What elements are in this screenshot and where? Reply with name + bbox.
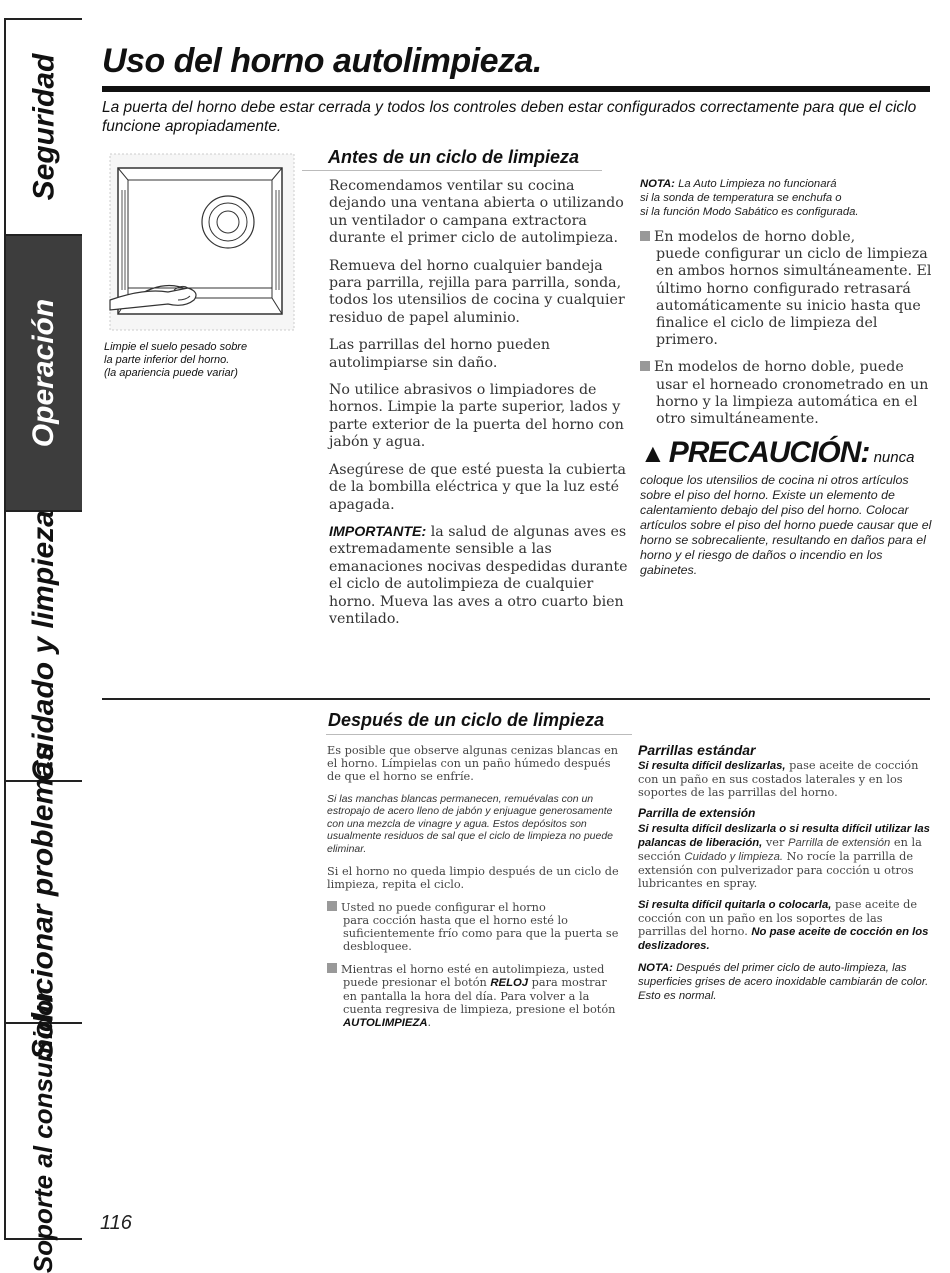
important-text: la salud de algunas aves es extremadamente sensible a las emanaciones nocivas despedidas durante el ciclo de autolimpieza de cualquier horno. Mueva las aves a otro cuarto bien ventilado.: [329, 523, 628, 627]
section-divider: [302, 170, 602, 171]
cross-reference: Parrilla de extensión: [787, 837, 891, 849]
intro-text: La puerta del horno debe estar cerrada y todos los controles deben estar configurados correctamente para que el ciclo funcione apropiadamente.: [102, 99, 917, 135]
bullet-text: para cocción hasta que el horno esté lo suficientemente frío como para que la puerta se desbloquee.: [343, 914, 619, 954]
bullet-text: .: [427, 1016, 432, 1030]
paragraph-text: pase aceite de cocción con un paño en los soportes de las parrillas del horno.: [638, 898, 918, 938]
nota-text: si la sonda de temperatura se enchufa o: [640, 192, 842, 204]
bullet-text: puede presionar el botón: [343, 976, 491, 990]
nota-text: Después del primer ciclo de auto-limpieza, las superficies grises de acero inoxidable cambiarán de color. Esto es normal.: [638, 962, 929, 1002]
extension-rack-heading: Parrilla de extensión: [638, 806, 756, 820]
bullet-square-icon: [640, 231, 650, 241]
nota-label: NOTA:: [640, 178, 675, 190]
bullet-text: En modelos de horno doble,: [654, 229, 856, 245]
after-cleaning-text: [327, 744, 623, 1040]
important-label: IMPORTANTE:: [329, 523, 427, 540]
paragraph: Si el horno no queda limpio después de un ciclo de limpieza, repita el ciclo.: [327, 865, 619, 892]
caption-line: la parte inferior del horno.: [104, 354, 230, 366]
right-column: [640, 177, 932, 578]
bullet-item: [327, 901, 623, 953]
tab-operacion[interactable]: [6, 236, 82, 512]
paragraph: No utilice abrasivos o limpiadores de hornos. Limpie la parte superior, lados y parte exterior de la puerta del horno con jabón y agua.: [329, 382, 624, 451]
tab-soporte-al-consumidor[interactable]: [6, 989, 82, 1273]
caution-nunca: nunca: [869, 449, 915, 467]
before-cleaning-heading: Antes de un ciclo de limpieza: [328, 147, 580, 167]
nota-block: [640, 177, 932, 219]
tab-solucionar-problemas[interactable]: [6, 744, 82, 1060]
tab-label: Seguridad: [27, 53, 61, 201]
tab-label: Cuidado y limpieza: [27, 510, 60, 782]
bold-lead: Si resulta difícil quitarla o colocarla,: [638, 899, 832, 911]
page-title: Uso del horno autolimpieza.: [102, 42, 542, 80]
paragraph-text: pase aceite de cocción con un paño en sus costados laterales y en los soportes de las parrillas del horno.: [638, 759, 919, 799]
bullet-square-icon: [640, 361, 650, 371]
bullet-text: Mientras el horno esté en autolimpieza, usted: [341, 963, 605, 977]
tab-seguridad[interactable]: [6, 20, 82, 236]
tab-label: Solucionar problemas: [27, 744, 61, 1060]
paragraph: [638, 822, 930, 890]
caption-line: (la apariencia puede variar): [104, 367, 238, 379]
paragraph: [638, 898, 930, 953]
caption-line: Limpie el suelo pesado sobre: [104, 341, 248, 353]
bullet-item: [327, 963, 623, 1030]
bullet-square-icon: [327, 963, 337, 973]
tab-label: Operación: [27, 298, 60, 448]
nota-text: si la función Modo Sabático es configurada.: [640, 206, 859, 218]
bullet-text: puede configurar un ciclo de limpieza en ambos hornos simultáneamente. El último horno configurado retrasará automáticamente su inicio hasta que finalice el ciclo de limpieza del primero.: [656, 246, 932, 349]
nota-text: La Auto Limpieza no funcionará: [674, 178, 837, 190]
important-paragraph: [329, 524, 629, 628]
rack-care-text: [638, 744, 930, 1011]
bullet-text: [327, 976, 623, 1030]
bullet-item: [640, 359, 932, 428]
oven-illustration: [104, 150, 300, 340]
bold-warning: No pase aceite de cocción en los deslizadores.: [638, 926, 929, 952]
bold-lead: Si resulta difícil deslizarlas,: [638, 760, 786, 772]
paragraph: Las parrillas del horno pueden autolimpiarse sin daño.: [329, 337, 551, 371]
paragraph: Asegúrese de que esté puesta la cubierta de la bombilla eléctrica y que la luz esté apagada.: [329, 461, 627, 513]
paragraph-text: ver: [762, 836, 788, 849]
warning-triangle-icon: ▲: [640, 438, 665, 469]
before-cleaning-text: [329, 178, 629, 638]
paragraph-text: No rocíe la parrilla de extensión con pulverizador para cocción u otros lubricantes en spray.: [638, 850, 914, 890]
section-divider: [326, 734, 632, 735]
paragraph-text: en la sección: [638, 836, 922, 863]
illustration-caption: [104, 341, 304, 380]
bullet-text: En modelos de horno doble, puede: [654, 359, 904, 376]
bullet-text: Usted no puede configurar el horno: [341, 901, 546, 915]
nota-label: NOTA:: [638, 962, 673, 974]
paragraph-italic: Si las manchas blancas permanecen, remuévalas con un estropajo de acero lleno de jabón y enjuague generosamente con una mezcla de vinagre y agua. Estos depósitos son usualmente residuos de sal que el ciclo de limpieza no puede eliminar.: [327, 793, 614, 855]
paragraph: Recomendamos ventilar su cocina dejando una ventana abierta o utilizando un ventilador o campana extractora durante el primer ciclo de autolimpieza.: [329, 178, 624, 247]
paragraph: Remueva del horno cualquier bandeja para parrilla, rejilla para parrilla, sonda, todos los utensilios de cocina y cualquier residuo de papel aluminio.: [329, 257, 625, 326]
caution-title: PRECAUCIÓN:: [668, 436, 870, 470]
nota-block: [638, 961, 930, 1003]
caution-text: coloque los utensilios de cocina ni otros artículos sobre el piso del horno. Existe un elemento de calentamiento debajo del piso del horno. Colocar artículos sobre el piso del horno puede causar que el horno se sobrecaliente, resultando en daños para el horno y el riesgo de daños o incendio en los gabinetes.: [640, 473, 932, 578]
bold-lead: Si resulta difícil deslizarla o si resulta difícil utilizar las palancas de liberación,: [638, 823, 930, 849]
tab-label: Soporte al consumidor: [28, 989, 59, 1273]
paragraph: Es posible que observe algunas cenizas blancas en el horno. Límpielas con un paño húmedo después de que el horno se enfríe.: [327, 744, 619, 783]
bullet-text: para mostrar en pantalla la hora del día. Para volver a la cuenta regresiva de limpieza, presione el botón: [343, 976, 616, 1017]
section-divider: [102, 698, 930, 700]
paragraph: [638, 759, 930, 799]
standard-racks-heading: Parrillas estándar: [638, 742, 756, 758]
bullet-text: usar el horneado cronometrado en un horno y la limpieza automática en el otro simultáneamente.: [656, 376, 929, 428]
tab-cuidado-y-limpieza[interactable]: [6, 512, 82, 782]
after-cleaning-heading: Después de un ciclo de limpieza: [328, 710, 605, 730]
caution-heading: [640, 438, 932, 473]
reloj-key: RELOJ: [490, 977, 529, 990]
autolimpieza-key: AUTOLIMPIEZA: [343, 1017, 428, 1030]
page-number: 116: [100, 1212, 132, 1234]
bullet-square-icon: [327, 901, 337, 911]
title-divider: [102, 86, 930, 92]
cross-reference: Cuidado y limpieza.: [684, 851, 784, 863]
bullet-item: [640, 229, 932, 349]
side-tabs: [4, 18, 82, 1273]
